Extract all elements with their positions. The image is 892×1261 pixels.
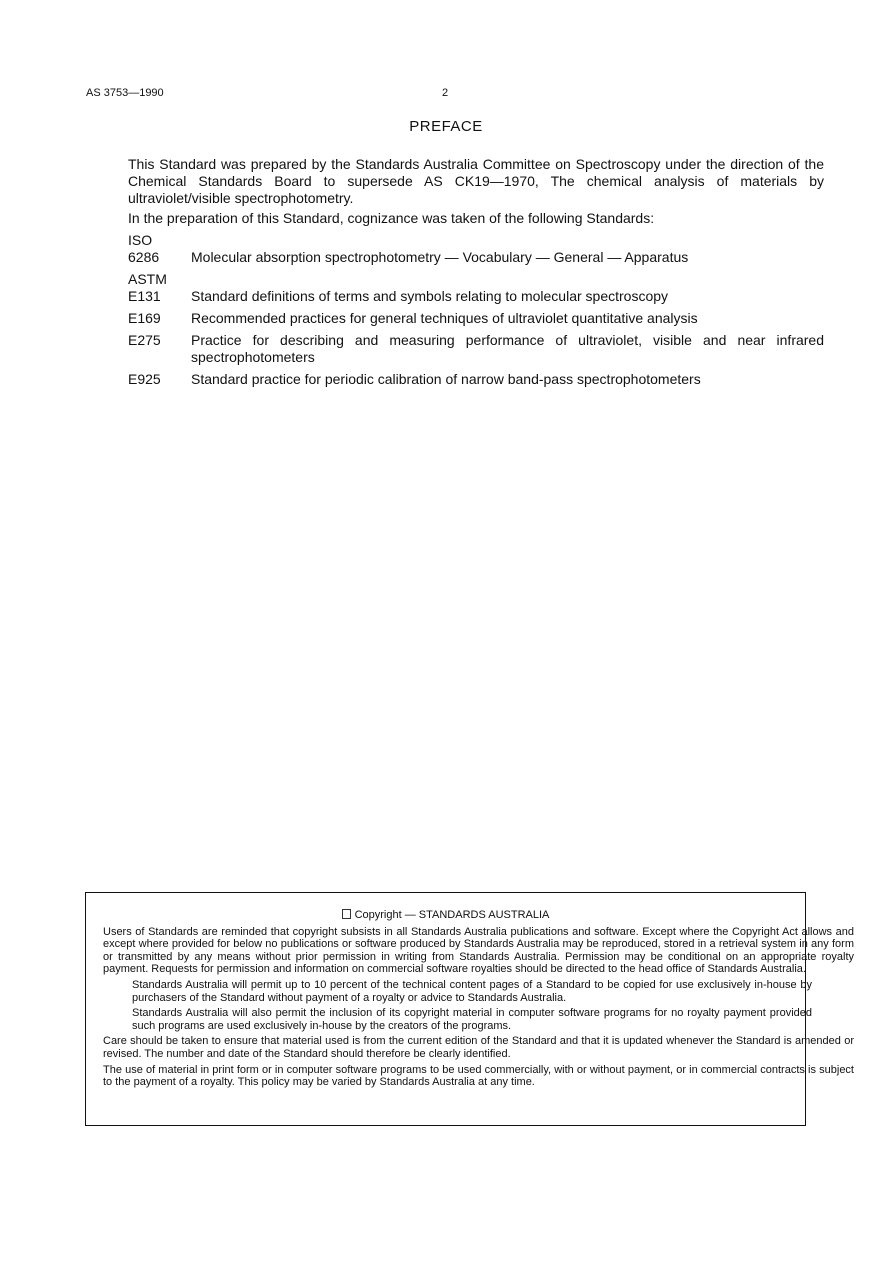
standard-row [128,332,824,366]
copyright-paragraph-2: Standards Australia will permit up to 10 percent of the technical content pages of a Standard to be copied for use exclusively in-house by purchasers of the Standard without payment of a royalty or advice to Standards Australia. [132,978,812,1004]
standard-row [128,371,824,388]
standard-code: E131 [128,288,161,304]
copyright-title: Copyright — STANDARDS AUSTRALIA [354,909,550,921]
standard-code: E169 [128,310,161,326]
astm-label: ASTM [128,271,167,287]
copyright-title-row [86,909,805,922]
astm-standards-group [128,271,824,393]
standard-description: Recommended practices for general techniques of ultraviolet quantitative analysis [191,310,698,326]
standard-description: Molecular absorption spectrophotometry — Vocabulary — General — Apparatus [191,249,689,265]
preface-paragraph-1: This Standard was prepared by the Standards Australia Committee on Spectroscopy under the direction of the Chemical Standards Board to supersede AS CK19—1970, The chemical analysis of materials by ultraviolet/visible spectrophotometry. [128,156,824,206]
standard-code: 6286 [128,249,160,265]
copyright-paragraph-1: Users of Standards are reminded that copyright subsists in all Standards Australia publications and software. Except where the Copyright Act allows and except where provided for below no publications or software produced by Standards Australia may be reproduced, stored in a retrieval system in any form or transmitted by any means without prior permission in writing from Standards Australia. Permission may be conditional on an appropriate royalty payment. Requests for permission and information on commercial software royalties should be directed to the head office of Standards Australia. [103,925,854,976]
standard-description: Practice for describing and measuring performance of ultraviolet, visible and near infrared spectrophotometers [191,332,824,365]
standard-description: Standard practice for periodic calibration of narrow band-pass spectrophotometers [191,371,701,387]
copyright-paragraph-3: Standards Australia will also permit the inclusion of its copyright material in computer software programs for no royalty payment provided such programs are used exclusively in-house by the creators of the programs. [132,1007,812,1032]
page-title: PREFACE [409,118,483,135]
document-id: AS 3753—1990 [86,87,164,99]
page-number: 2 [442,87,449,99]
standard-code: E925 [128,371,161,387]
iso-standards-group [128,232,824,271]
standard-description: Standard definitions of terms and symbols relating to molecular spectroscopy [191,288,669,304]
standard-row [128,310,824,327]
standard-code: E275 [128,332,161,348]
preface-paragraph-2: In the preparation of this Standard, cognizance was taken of the following Standards: [128,210,655,226]
copyright-notice-box [85,892,854,1126]
standard-row [128,249,824,266]
copyright-symbol-icon [342,909,351,919]
iso-label: ISO [128,232,153,248]
copyright-paragraph-5: The use of material in print form or in computer software programs to be used commercially, with or without payment, or in commercial contracts is subject to the payment of a royalty. This policy may be varied by Standards Australia at any time. [103,1063,854,1089]
standard-row [128,288,824,305]
copyright-paragraph-4: Care should be taken to ensure that material used is from the current edition of the Standard and that it is updated whenever the Standard is amended or revised. The number and date of the Standard should therefore be clearly identified. [103,1035,854,1060]
